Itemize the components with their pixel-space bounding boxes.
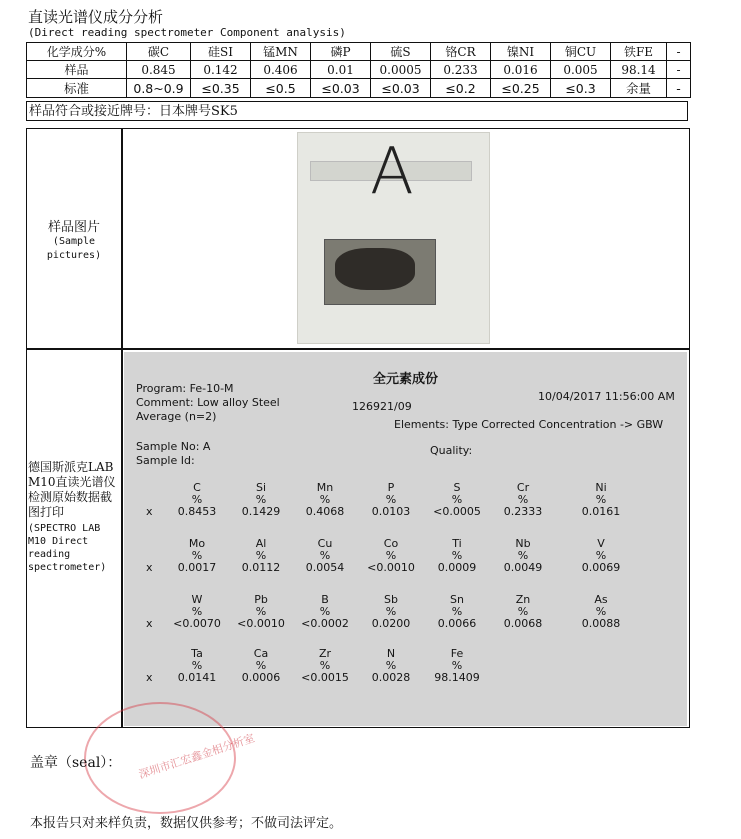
element-reading (356, 482, 426, 518)
table-cell: 98.14 (611, 61, 667, 79)
element-symbol: Nb (515, 537, 531, 550)
table-cell: 标准 (27, 79, 127, 98)
element-unit: % (451, 605, 463, 618)
printout-label (28, 460, 120, 574)
table-cell: ≤0.2 (431, 79, 491, 98)
element-reading (422, 538, 492, 574)
table-cell: ≤0.25 (491, 79, 551, 98)
table-cell: 锰MN (251, 43, 311, 61)
element-unit: % (191, 549, 203, 562)
element-reading (226, 648, 296, 684)
table-cell: 硅SI (191, 43, 251, 61)
element-reading (162, 648, 232, 684)
element-symbol: Ta (191, 647, 203, 660)
element-symbol: Mn (316, 481, 334, 494)
report-datetime: 10/04/2017 11:56:00 AM (538, 390, 675, 403)
seal-text: 深圳市汇宏鑫金相分析室 (137, 731, 257, 782)
element-symbol: Ca (253, 647, 269, 660)
seal-label: 盖章（seal）： (30, 755, 122, 771)
element-value: 0.0066 (437, 617, 477, 630)
element-unit: % (385, 659, 397, 672)
composition-standard-row (27, 79, 691, 98)
table-cell: 镍NI (491, 43, 551, 61)
element-reading (566, 482, 636, 518)
sample-picture-label-cn: 样品图片 (47, 220, 100, 235)
element-value: 0.0103 (371, 505, 411, 518)
frame-divider-horizontal (26, 348, 690, 350)
table-cell: 0.0005 (371, 61, 431, 79)
element-value: 0.8453 (177, 505, 217, 518)
quality-label: Quality: (430, 444, 473, 457)
element-value: 0.2333 (503, 505, 543, 518)
composition-header-row (27, 43, 691, 61)
element-symbol: Sb (384, 593, 398, 606)
frame-divider-vertical (121, 128, 123, 728)
report-subtitle: (Direct reading spectrometer Component analysis) (28, 26, 346, 39)
composition-table (26, 42, 691, 98)
element-value: <0.0010 (237, 617, 285, 630)
element-reading (162, 594, 232, 630)
element-value: <0.0070 (173, 617, 221, 630)
element-reading (290, 482, 360, 518)
handwritten-mark: A (370, 135, 414, 209)
row-marker: x (146, 671, 153, 684)
element-value: 0.0028 (371, 671, 411, 684)
element-unit: % (451, 493, 463, 506)
element-unit: % (595, 605, 607, 618)
element-value: 0.0017 (177, 561, 217, 574)
element-unit: % (385, 493, 397, 506)
table-cell: 铁FE (611, 43, 667, 61)
sample-number: Sample No: A (136, 440, 211, 453)
element-reading (356, 648, 426, 684)
element-unit: % (517, 605, 529, 618)
table-cell: 硫S (371, 43, 431, 61)
steel-sample (324, 239, 436, 305)
program-line: Program: Fe-10-M (136, 382, 234, 395)
element-value: 0.0068 (503, 617, 543, 630)
element-value: <0.0002 (301, 617, 349, 630)
element-reading (566, 594, 636, 630)
comment-line: Comment: Low alloy Steel (136, 396, 280, 409)
sample-id: Sample Id: (136, 454, 195, 467)
element-unit: % (517, 549, 529, 562)
element-unit: % (319, 605, 331, 618)
element-symbol: Ti (452, 537, 462, 550)
element-value: 0.0054 (305, 561, 345, 574)
grade-match-note: 样品符合或接近牌号：日本牌号SK5 (26, 101, 688, 121)
element-symbol: B (321, 593, 329, 606)
table-cell: - (667, 61, 691, 79)
element-symbol: Mo (188, 537, 206, 550)
element-reading (226, 594, 296, 630)
element-reading (422, 594, 492, 630)
printout-label-cn: 德国斯派克LAB M10直读光谱仪检测原始数据截图打印 (28, 460, 116, 519)
table-cell: 0.845 (127, 61, 191, 79)
table-cell: 化学成分% (27, 43, 127, 61)
element-unit: % (595, 549, 607, 562)
element-reading (290, 594, 360, 630)
element-value: 0.0009 (437, 561, 477, 574)
element-reading (422, 482, 492, 518)
element-value: 0.0069 (581, 561, 621, 574)
table-cell: 余量 (611, 79, 667, 98)
table-cell: 0.233 (431, 61, 491, 79)
elements-note: Elements: Type Corrected Concentration -> GBW (394, 418, 664, 431)
element-value: 0.0200 (371, 617, 411, 630)
table-cell: 0.005 (551, 61, 611, 79)
table-cell: - (667, 79, 691, 98)
table-cell: 0.8~0.9 (127, 79, 191, 98)
table-cell: ≤0.5 (251, 79, 311, 98)
element-unit: % (255, 605, 267, 618)
element-value: 0.0141 (177, 671, 217, 684)
disclaimer-footer: 本报告只对来样负责，数据仅供参考；不做司法评定。 (30, 816, 343, 831)
table-cell: ≤0.03 (371, 79, 431, 98)
element-symbol: As (594, 593, 608, 606)
element-reading (422, 648, 492, 684)
row-marker: x (146, 617, 153, 630)
element-unit: % (191, 659, 203, 672)
element-value: 98.1409 (434, 671, 480, 684)
spectrometer-printout (124, 352, 687, 726)
table-cell: 0.01 (311, 61, 371, 79)
table-cell: 铬CR (431, 43, 491, 61)
element-reading (162, 538, 232, 574)
element-symbol: N (386, 647, 396, 660)
element-symbol: Sn (450, 593, 464, 606)
element-value: <0.0015 (301, 671, 349, 684)
element-value: 0.0161 (581, 505, 621, 518)
row-marker: x (146, 561, 153, 574)
element-unit: % (595, 493, 607, 506)
element-unit: % (191, 605, 203, 618)
element-reading (290, 648, 360, 684)
table-cell: 碳C (127, 43, 191, 61)
printout-caption: 全元素成份 (372, 372, 438, 387)
element-symbol: W (191, 593, 203, 606)
element-value: 0.0006 (241, 671, 281, 684)
table-cell: 磷P (311, 43, 371, 61)
element-symbol: Al (255, 537, 267, 550)
table-cell: 0.142 (191, 61, 251, 79)
element-symbol: Pb (254, 593, 268, 606)
average-line: Average (n=2) (136, 410, 217, 423)
table-cell: ≤0.3 (551, 79, 611, 98)
element-value: 0.0112 (241, 561, 281, 574)
element-reading (356, 538, 426, 574)
element-symbol: Cu (317, 537, 333, 550)
element-unit: % (319, 493, 331, 506)
element-value: 0.0049 (503, 561, 543, 574)
sample-picture-label (28, 216, 120, 263)
element-symbol: S (453, 481, 461, 494)
report-number: 126921/09 (352, 400, 412, 413)
element-value: 0.0088 (581, 617, 621, 630)
element-value: <0.0010 (367, 561, 415, 574)
table-cell: 铜CU (551, 43, 611, 61)
element-unit: % (319, 549, 331, 562)
element-symbol: Zn (515, 593, 531, 606)
table-cell: - (667, 43, 691, 61)
element-symbol: C (193, 481, 201, 494)
row-marker: x (146, 505, 153, 518)
element-symbol: Co (383, 537, 399, 550)
element-unit: % (517, 493, 529, 506)
element-unit: % (385, 605, 397, 618)
element-unit: % (385, 549, 397, 562)
element-reading (488, 538, 558, 574)
composition-sample-row (27, 61, 691, 79)
table-cell: ≤0.35 (191, 79, 251, 98)
element-symbol: P (387, 481, 395, 494)
element-unit: % (451, 549, 463, 562)
element-value: 0.1429 (241, 505, 281, 518)
element-reading (162, 482, 232, 518)
table-cell: ≤0.03 (311, 79, 371, 98)
element-reading (226, 482, 296, 518)
report-title: 直读光谱仪成分分析 (28, 8, 164, 26)
element-symbol: Cr (516, 481, 530, 494)
sample-stain (335, 248, 415, 290)
sample-photo (297, 132, 490, 344)
element-reading (356, 594, 426, 630)
table-cell: 0.406 (251, 61, 311, 79)
element-unit: % (255, 659, 267, 672)
element-symbol: Si (255, 481, 267, 494)
element-unit: % (255, 549, 267, 562)
element-value: 0.4068 (305, 505, 345, 518)
element-unit: % (451, 659, 463, 672)
table-cell: 0.016 (491, 61, 551, 79)
element-symbol: Zr (318, 647, 332, 660)
printout-label-en: (SPECTRO LAB M10 Direct reading spectrometer) (28, 523, 107, 573)
element-unit: % (255, 493, 267, 506)
element-symbol: Ni (595, 481, 607, 494)
element-reading (290, 538, 360, 574)
element-unit: % (319, 659, 331, 672)
element-symbol: V (597, 537, 605, 550)
element-unit: % (191, 493, 203, 506)
element-reading (488, 594, 558, 630)
sample-picture-label-en: (Sample pictures) (46, 236, 102, 261)
element-reading (566, 538, 636, 574)
element-reading (488, 482, 558, 518)
element-symbol: Fe (450, 647, 464, 660)
table-cell: 样品 (27, 61, 127, 79)
element-value: <0.0005 (433, 505, 481, 518)
element-reading (226, 538, 296, 574)
